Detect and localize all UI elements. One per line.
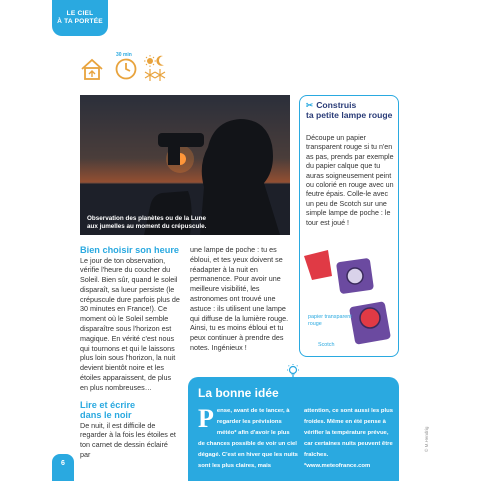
photo-caption	[87, 215, 285, 231]
heading-choose-time: Bien choisir son heure	[80, 245, 180, 255]
photo-caption-line1: Observation des planètes ou de la Lune	[87, 215, 206, 222]
sidebar-text: Découpe un papier transparent rouge si tu n'en as pas, prends par exemple du papier calque que tu auras soigneusement peint ou colorié en rouge avec un feutre épais. Colle-le avec un peu de Scotch sur une simple lampe de poche : le tour est joué !	[306, 134, 394, 227]
page-number: 6	[52, 454, 74, 481]
lightbulb-icon	[286, 364, 300, 378]
text-read-write: De nuit, il est difficile de regarder à la fois les étoiles et ton carnet de dessin éclairé par	[80, 420, 176, 460]
sidebar-title-line1: Construis	[316, 100, 357, 110]
chapter-tab	[52, 0, 108, 36]
heading-read-write-line2: dans le noir	[80, 410, 132, 421]
snowflake-icon	[144, 68, 166, 82]
photo-caption-line2: aux jumelles au moment du crépuscule.	[87, 223, 207, 230]
heading-read-write-line1: Lire et écrire	[80, 399, 136, 410]
observation-photo	[80, 95, 290, 235]
sun-moon-icon	[144, 54, 166, 68]
good-idea-box	[188, 377, 399, 481]
chapter-tab-line2: À TA PORTÉE	[57, 18, 103, 25]
sidebar-title-line2: ta petite lampe rouge	[306, 110, 393, 120]
chapter-tab-line1: LE CIEL	[66, 10, 94, 17]
column-left	[80, 245, 180, 460]
idea-text-left-body: ense, avant de te lancer, à regarder les prévisions météo* afin d'avoir le plus de chances possible de voir un ciel dégagé. C'est en hiver que les nuits sont les plus claires, mais	[198, 408, 298, 469]
sidebar-title	[306, 100, 392, 120]
scissors-icon: ✂	[306, 100, 314, 110]
home-outdoor-icon	[80, 57, 104, 81]
photo-credit: © M.Hendrig	[424, 426, 429, 452]
idea-title: La bonne idée	[198, 386, 279, 400]
idea-dropcap: P	[198, 404, 214, 433]
heading-read-write	[80, 400, 180, 421]
red-lamp-illustration	[300, 246, 400, 346]
text-read-write-cont: une lampe de poche : tu es ébloui, et tes yeux doivent se réadapter à la nuit en permanence. Pour avoir une meilleure visibilité, les astronomes ont trouvé une astuce : ils utilisent une lampe qui diffuse de la lumière rouge. Ainsi, tu es moins ébloui et tu peux continuer à prendre des notes. Ingénieux !	[190, 245, 289, 352]
label-red-paper: papier transparent rouge	[308, 314, 352, 327]
label-tape: Scotch	[318, 342, 335, 348]
clock-icon	[114, 57, 138, 81]
column-middle	[190, 245, 290, 353]
idea-text-left	[198, 406, 298, 472]
silhouette-illustration	[80, 95, 290, 235]
duration-label: 30 min	[116, 52, 132, 58]
text-choose-time: Le jour de ton observation, vérifie l'heure du coucher du Soleil. Bien sûr, quand le soleil disparaît, sa lueur persiste (le crépuscule dure parfois plus de 30 minutes en France!). Ce moment où le Soleil semble disparaître sous l'horizon est magique. En vérité c'est nous qui tournons et qui le laissons plus loin sous l'horizon, la nuit devient bientôt noire et les étoiles apparaissent, de plus en plus nombreuses…	[80, 255, 180, 392]
lamp-sidebar	[299, 95, 399, 357]
idea-text-right: attention, ce sont aussi les plus froides. Même en été pense à vérifier la température prévue, car certaines nuits peuvent être fraîches. *www.meteofrance.com	[304, 408, 394, 469]
